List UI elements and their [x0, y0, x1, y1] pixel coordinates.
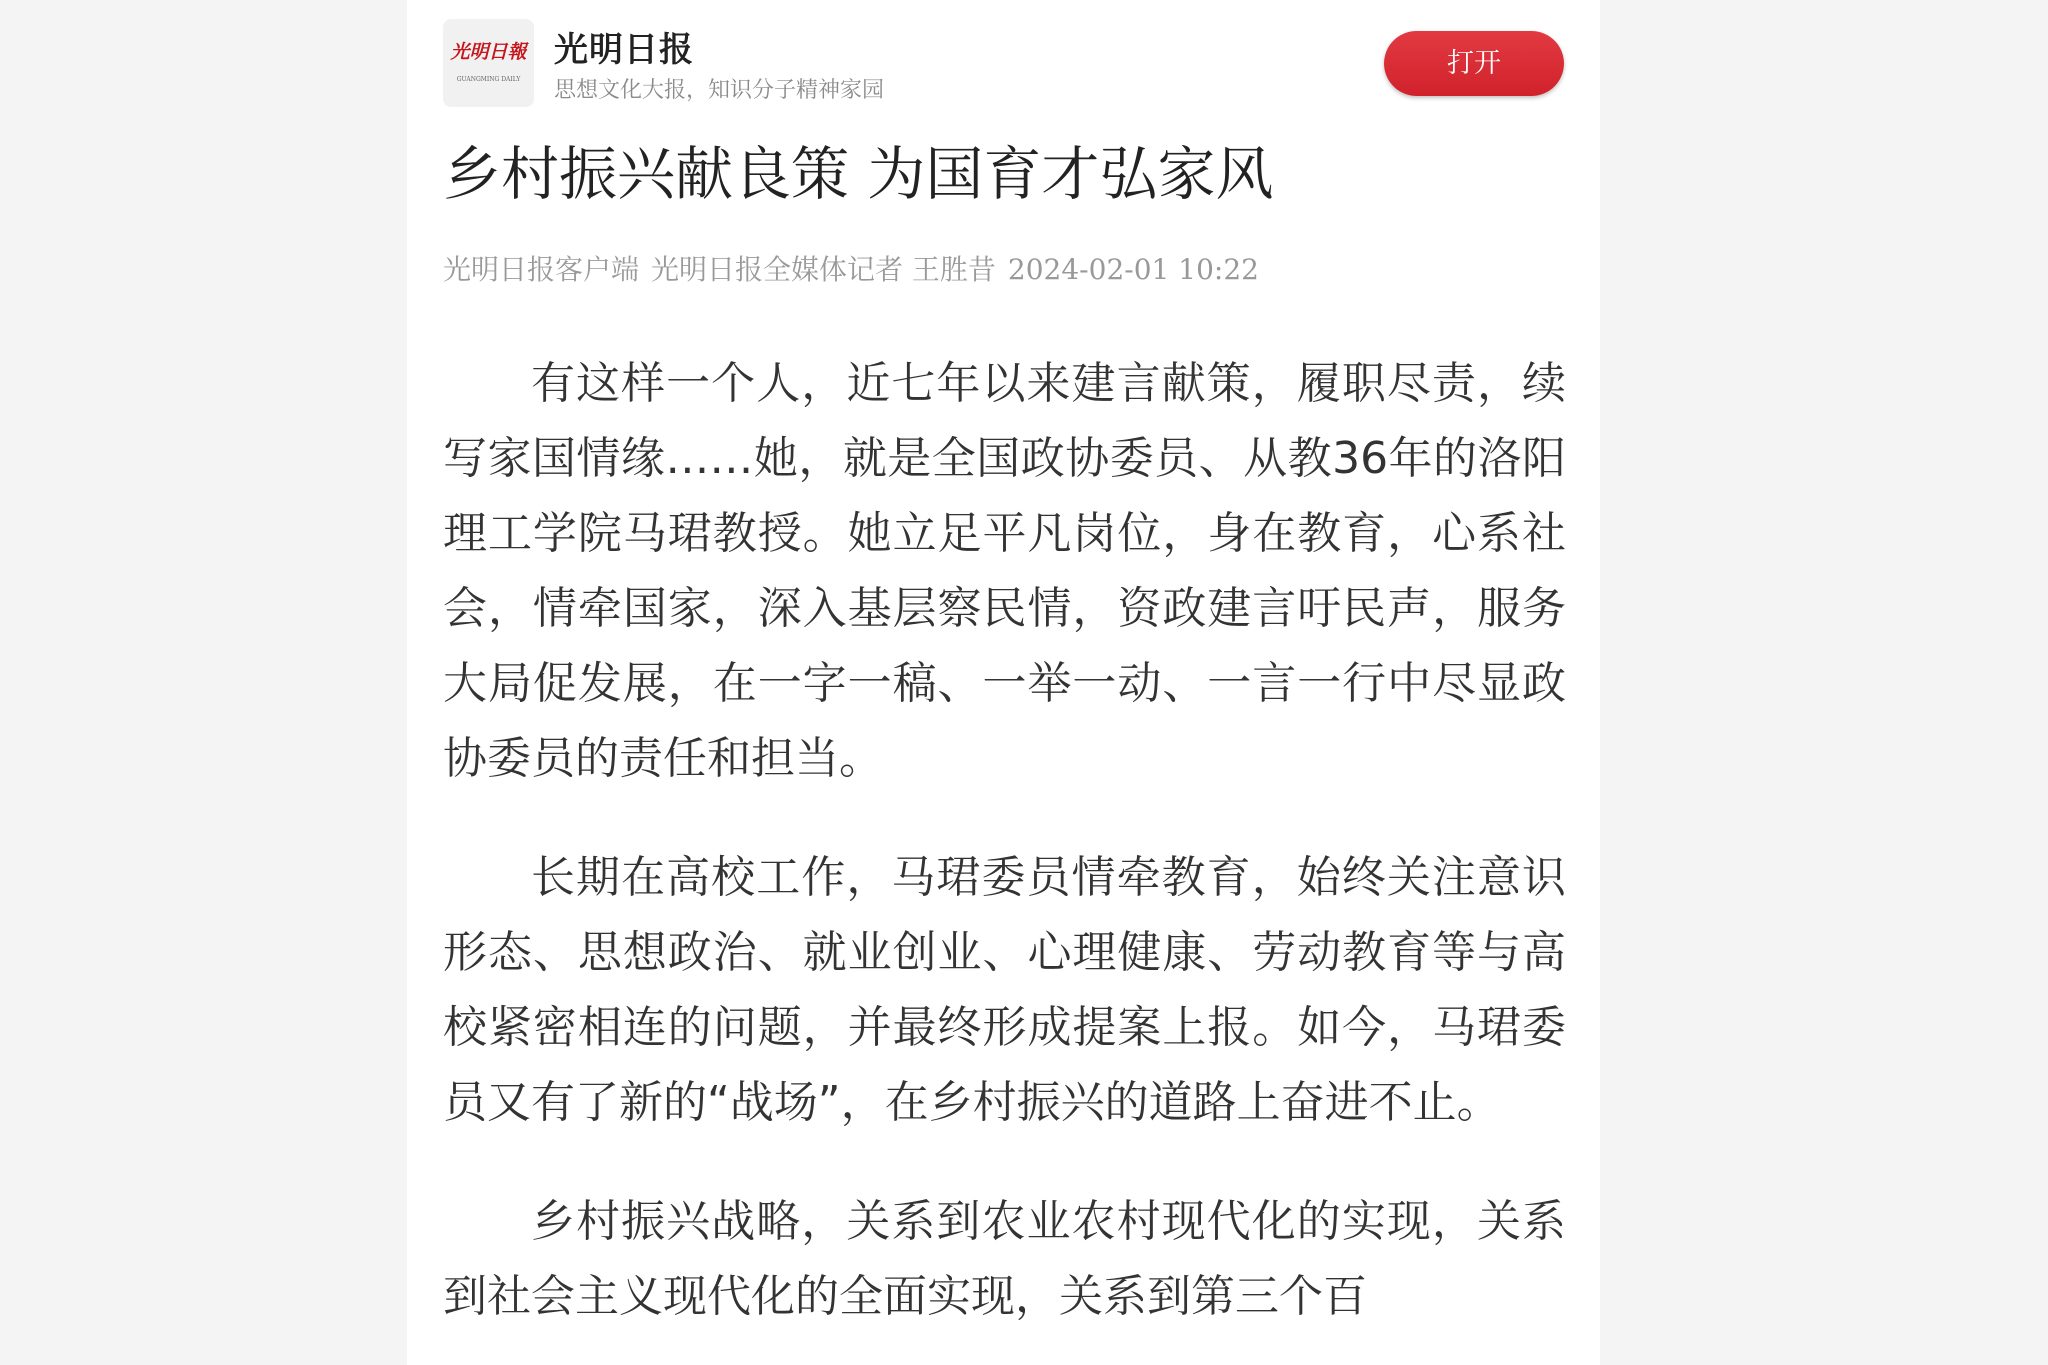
article-author: 光明日报全媒体记者 王胜昔	[651, 253, 996, 286]
article-meta	[443, 248, 1259, 288]
article-title: 乡村振兴献良策 为国育才弘家风	[443, 140, 1274, 208]
open-app-button[interactable]: 打开	[1384, 31, 1564, 96]
article-page	[407, 0, 1600, 1365]
article-body	[443, 346, 1566, 1365]
article-paragraph: 长期在高校工作，马珺委员情牵教育，始终关注意识形态、思想政治、就业创业、心理健康、劳动教育等与高校紧密相连的问题，并最终形成提案上报。如今，马珺委员又有了新的“战场”，在乡村振兴的道路上奋进不止。	[443, 852, 1566, 1128]
app-banner	[407, 0, 1600, 118]
guangming-logo-icon	[443, 19, 534, 107]
article-paragraph: 有这样一个人，近七年以来建言献策，履职尽责，续写家国情缘……她，就是全国政协委员、从教36年的洛阳理工学院马珺教授。她立足平凡岗位，身在教育，心系社会，情牵国家，深入基层察民情，资政建言吁民声，服务大局促发展，在一字一稿、一举一动、一言一行中尽显政协委员的责任和担当。	[443, 358, 1566, 784]
logo-english-text: GUANGMING DAILY	[456, 76, 521, 83]
logo-calligraphy-text: 光明日報	[450, 41, 527, 63]
app-logo[interactable]	[443, 19, 534, 107]
brand-name: 光明日报	[554, 30, 694, 70]
article-source: 光明日报客户端	[443, 253, 640, 286]
article-paragraph: 乡村振兴战略，关系到农业农村现代化的实现，关系到社会主义现代化的全面实现，关系到第三个百	[443, 1196, 1566, 1322]
brand-slogan: 思想文化大报，知识分子精神家园	[554, 78, 885, 103]
article-datetime: 2024-02-01 10:22	[1007, 253, 1259, 286]
